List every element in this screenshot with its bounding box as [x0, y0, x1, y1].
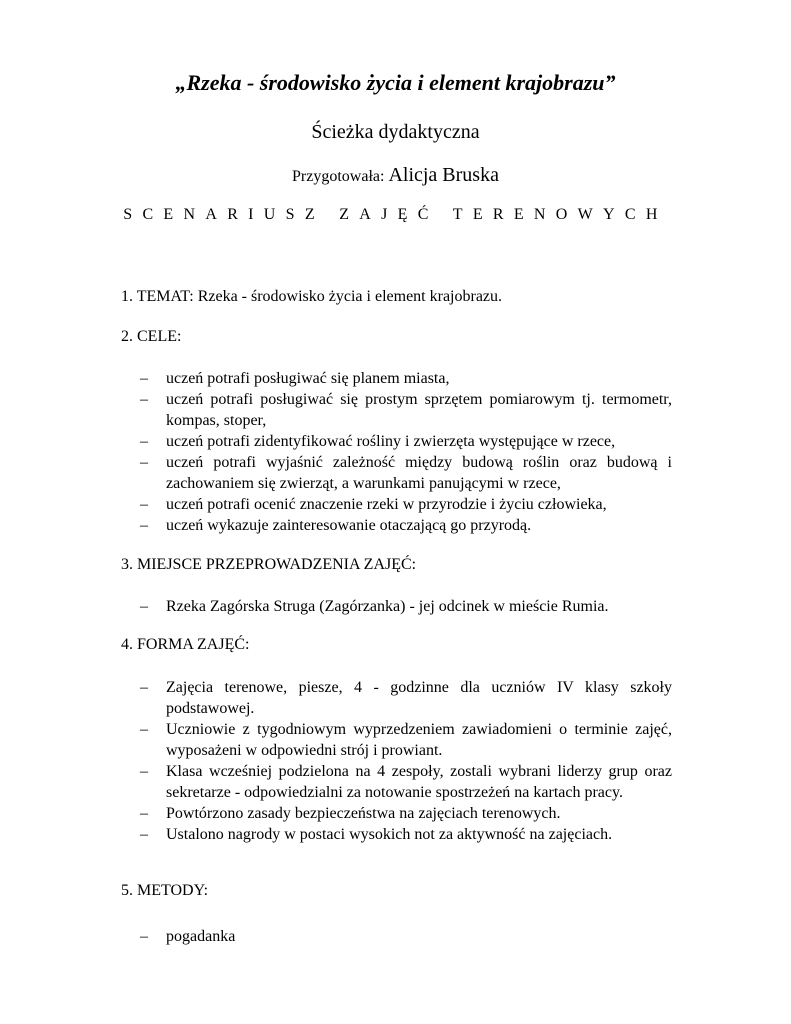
list-item: – Uczniowie z tygodniowym wyprzedzeniem zawiadomieni o terminie zajęć, wyposażeni w odpowiedni strój i prowiant. [140, 721, 672, 759]
dash-bullet: – [140, 826, 148, 843]
form-list [140, 677, 672, 845]
list-item: – uczeń wykazuje zainteresowanie otaczającą go przyrodą. [140, 517, 532, 534]
section-heading-form: 4. FORMA ZAJĘĆ: [121, 636, 250, 653]
document-subtitle: Ścieżka dydaktyczna [311, 121, 480, 143]
dash-bullet: – [140, 496, 148, 513]
document-title: „Rzeka - środowisko życia i element krajobrazu” [175, 70, 616, 95]
author-line [0, 164, 791, 187]
dash-bullet: – [140, 679, 148, 696]
goals-list [140, 368, 672, 536]
list-item: – uczeń potrafi posługiwać się prostym sprzętem pomiarowym tj. termometr, kompas, stoper, [140, 391, 672, 429]
dash-bullet: – [140, 517, 148, 534]
dash-bullet: – [140, 763, 148, 780]
methods-list [140, 926, 672, 947]
section-heading-place: 3. MIEJSCE PRZEPROWADZENIA ZAJĘĆ: [121, 556, 417, 573]
author-name: Alicja Bruska [388, 164, 499, 186]
section-heading-goals: 2. CELE: [121, 328, 182, 345]
dash-bullet: – [140, 805, 148, 822]
list-item: – uczeń potrafi wyjaśnić zależność między budową roślin oraz budową i zachowaniem się zwierząt, a warunkami panującymi w rzece, [140, 454, 672, 492]
list-item: – uczeń potrafi ocenić znaczenie rzeki w przyrodzie i życiu człowieka, [140, 496, 607, 513]
section-heading-topic: 1. TEMAT: Rzeka - środowisko życia i element krajobrazu. [121, 288, 503, 305]
dash-bullet: – [140, 370, 148, 387]
dash-bullet: – [140, 454, 148, 471]
list-item: – pogadanka [140, 928, 236, 945]
dash-bullet: – [140, 391, 148, 408]
list-item: – Klasa wcześniej podzielona na 4 zespoły, zostali wybrani liderzy grup oraz sekretarze - odpowiedzialni za notowanie spostrzeżeń na kartach pracy. [140, 763, 672, 801]
list-item: – Ustalono nagrody w postaci wysokich not za aktywność na zajęciach. [140, 826, 613, 843]
list-item: – Powtórzono zasady bezpieczeństwa na zajęciach terenowych. [140, 805, 561, 822]
section-heading-methods: 5. METODY: [121, 882, 209, 899]
scenario-heading: SCENARIUSZ ZAJĘĆ TERENOWYCH [123, 206, 668, 223]
dash-bullet: – [140, 928, 148, 945]
dash-bullet: – [140, 721, 148, 738]
list-item: – Zajęcia terenowe, piesze, 4 - godzinne dla uczniów IV klasy szkoły podstawowej. [140, 679, 672, 717]
list-item: – Rzeka Zagórska Struga (Zagórzanka) - jej odcinek w mieście Rumia. [140, 598, 609, 615]
dash-bullet: – [140, 598, 148, 615]
dash-bullet: – [140, 433, 148, 450]
list-item: – uczeń potrafi posługiwać się planem miasta, [140, 370, 450, 387]
list-item: – uczeń potrafi zidentyfikować rośliny i zwierzęta występujące w rzece, [140, 433, 616, 450]
place-list [140, 596, 672, 617]
author-label: Przygotowała: [292, 168, 385, 185]
